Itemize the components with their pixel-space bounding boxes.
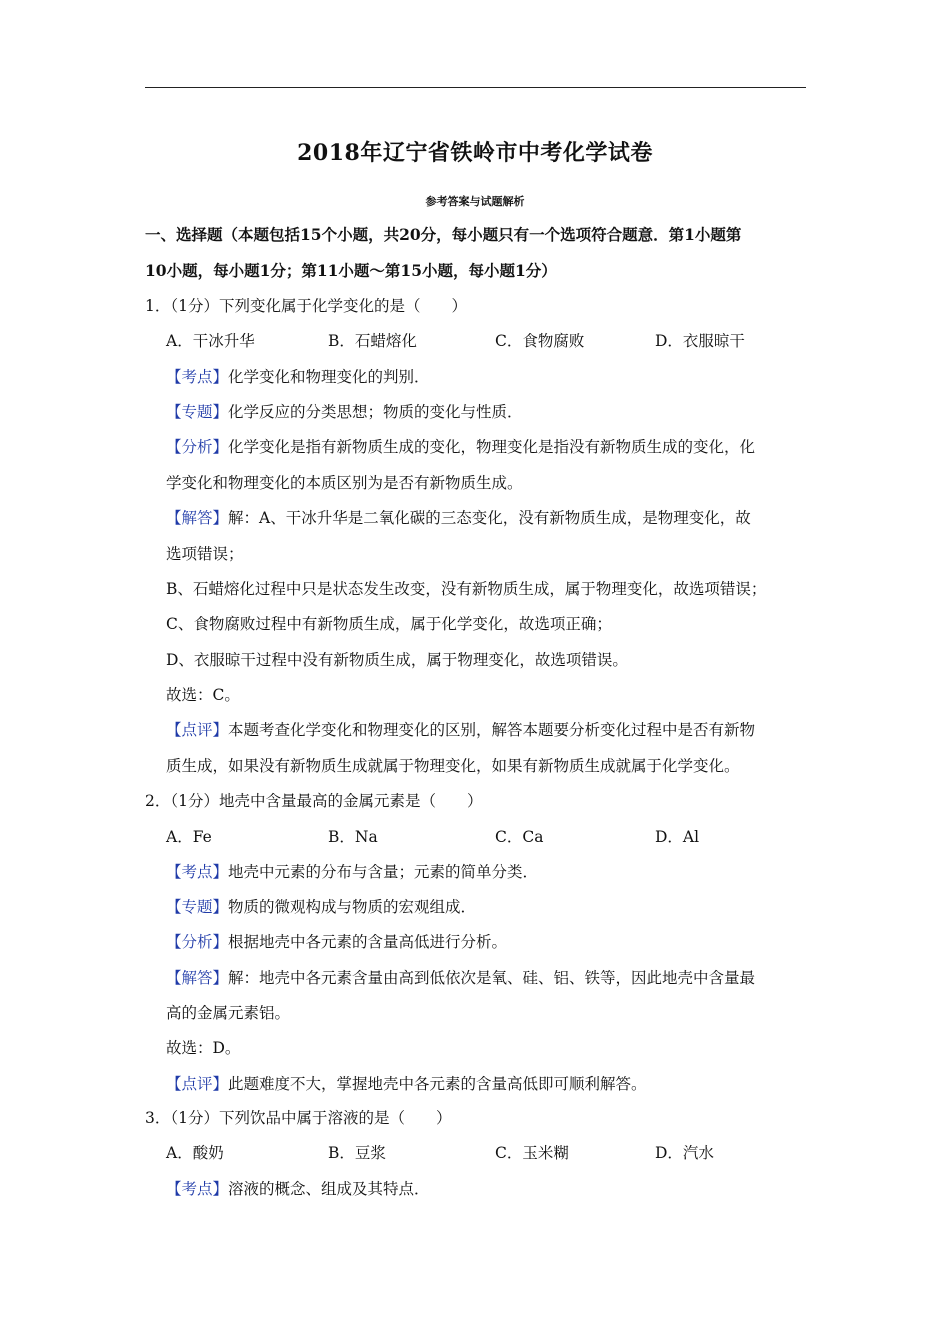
label-fenxi: 【分析】: [166, 438, 229, 456]
q1-option-c: C．食物腐败: [495, 332, 585, 350]
q2-dianping: [166, 1074, 647, 1094]
q2-fenxi-text: 根据地壳中各元素的含量高低进行分析。: [228, 933, 508, 951]
q2-option-c: C．Ca: [495, 828, 544, 846]
label-zhuanti: 【专题】: [166, 898, 229, 916]
label-kaodian: 【考点】: [166, 368, 229, 386]
q3-option-d: D．汽水: [655, 1144, 714, 1162]
q1-option-d: D．衣服晾干: [655, 332, 745, 350]
q2-zhuanti: [166, 897, 476, 917]
q2-option-a: A．Fe: [166, 828, 212, 846]
label-kaodian: 【考点】: [166, 1180, 229, 1198]
q2-stem: 2．（1分）地壳中含量最高的金属元素是（ ）: [145, 792, 483, 810]
label-jieda: 【解答】: [166, 969, 229, 987]
q2-answer: 故选：D。: [166, 1039, 241, 1057]
q1-option-b: B．石蜡熔化: [328, 332, 417, 350]
q1-kaodian-text: 化学变化和物理变化的判别．: [228, 368, 430, 386]
label-zhuanti: 【专题】: [166, 403, 229, 421]
q1-jieda-text-2: 选项错误；: [166, 545, 244, 563]
q2-kaodian-text: 地壳中元素的分布与含量；元素的简单分类．: [228, 863, 539, 881]
q2-zhuanti-text: 物质的微观构成与物质的宏观组成．: [228, 898, 477, 916]
q1-jieda-text-5: D、衣服晾干过程中没有新物质生成，属于物理变化，故选项错误。: [166, 651, 628, 669]
q3-kaodian: [166, 1179, 430, 1199]
section-heading-line1: 一、选择题（本题包括15个小题，共20分，每小题只有一个选项符合题意．第1小题第: [145, 225, 742, 244]
q1-jieda: [166, 508, 751, 528]
q2-jieda-text-2: 高的金属元素铝。: [166, 1004, 291, 1022]
q3-kaodian-text: 溶液的概念、组成及其特点．: [228, 1180, 430, 1198]
q2-fenxi: [166, 932, 507, 952]
q3-option-a: A．酸奶: [166, 1144, 224, 1162]
q2-option-b: B．Na: [328, 828, 378, 846]
q1-dianping: [166, 720, 755, 740]
page-subtitle: 参考答案与试题解析: [425, 195, 525, 208]
q1-jieda-text-3: B、石蜡熔化过程中只是状态发生改变，没有新物质生成，属于物理变化，故选项错误；: [166, 580, 767, 598]
label-fenxi: 【分析】: [166, 933, 229, 951]
q1-jieda-text-1: 解：A、干冰升华是二氧化碳的三态变化，没有新物质生成，是物理变化，故: [228, 509, 751, 527]
page-title: 2018年辽宁省铁岭市中考化学试卷: [297, 140, 653, 166]
q2-option-d: D．Al: [655, 828, 700, 846]
label-kaodian: 【考点】: [166, 863, 229, 881]
q1-stem: 1．（1分）下列变化属于化学变化的是（ ）: [145, 297, 467, 315]
q2-jieda: [166, 968, 755, 988]
q1-zhuanti-text: 化学反应的分类思想；物质的变化与性质．: [228, 403, 523, 421]
q1-answer: 故选：C。: [166, 686, 240, 704]
q1-fenxi-text-2: 学变化和物理变化的本质区别为是否有新物质生成。: [166, 474, 523, 492]
q3-option-c: C．玉米糊: [495, 1144, 569, 1162]
q1-dianping-text-2: 质生成，如果没有新物质生成就属于物理变化，如果有新物质生成就属于化学变化。: [166, 757, 740, 775]
q2-jieda-text-1: 解：地壳中各元素含量由高到低依次是氧、硅、铝、铁等，因此地壳中含量最: [228, 969, 756, 987]
label-jieda: 【解答】: [166, 509, 229, 527]
q1-kaodian: [166, 367, 430, 387]
label-dianping: 【点评】: [166, 721, 229, 739]
q3-stem: 3．（1分）下列饮品中属于溶液的是（ ）: [145, 1109, 452, 1127]
q1-fenxi: [166, 437, 755, 457]
q1-option-a: A．干冰升华: [166, 332, 255, 350]
q1-fenxi-text-1: 化学变化是指有新物质生成的变化，物理变化是指没有新物质生成的变化，化: [228, 438, 756, 456]
q3-option-b: B．豆浆: [328, 1144, 386, 1162]
q1-zhuanti: [166, 402, 523, 422]
q1-jieda-text-4: C、食物腐败过程中有新物质生成，属于化学变化，故选项正确；: [166, 615, 612, 633]
section-heading-line2: 10小题，每小题1分；第11小题～第15小题，每小题1分）: [145, 261, 557, 280]
label-dianping: 【点评】: [166, 1075, 229, 1093]
q2-kaodian: [166, 862, 538, 882]
header-rule: [145, 87, 806, 88]
q1-dianping-text-1: 本题考查化学变化和物理变化的区别，解答本题要分析变化过程中是否有新物: [228, 721, 756, 739]
q2-dianping-text: 此题难度不大，掌握地壳中各元素的含量高低即可顺利解答。: [228, 1075, 647, 1093]
